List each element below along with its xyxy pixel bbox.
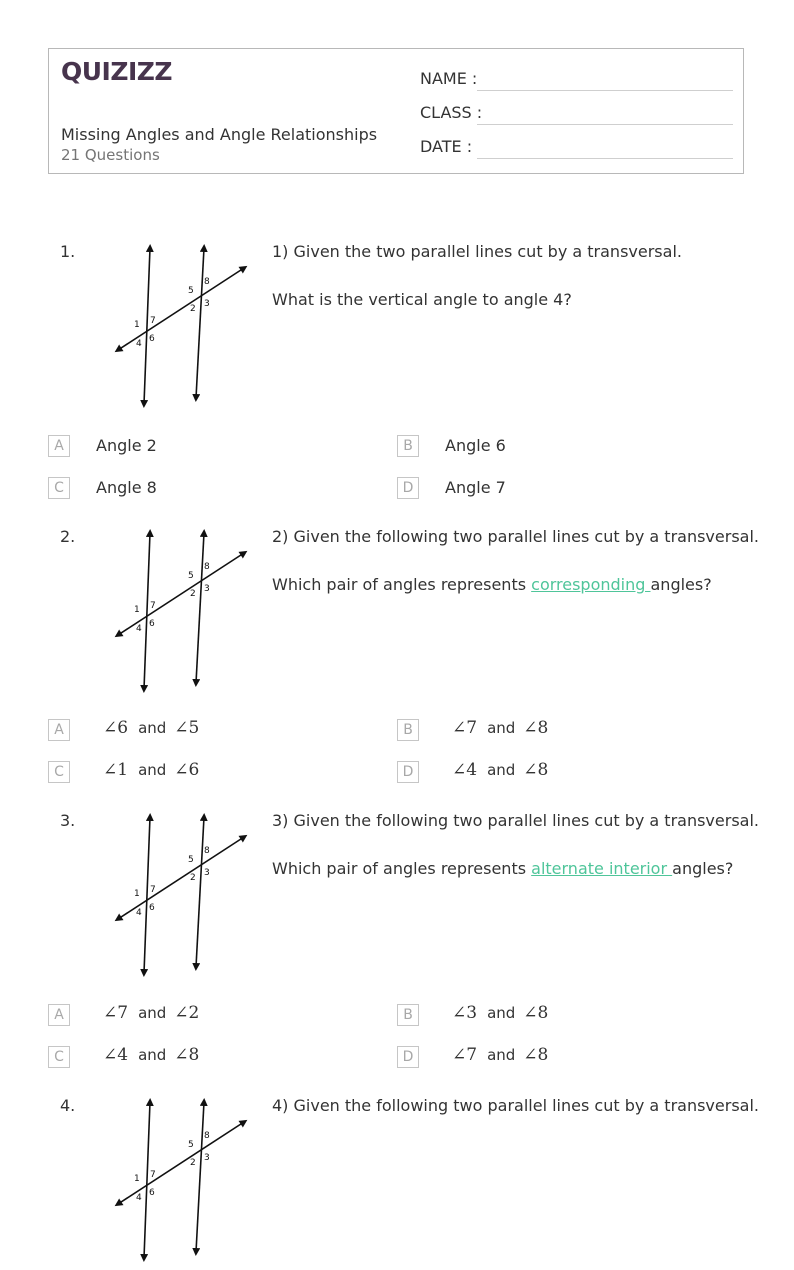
question-3-subtext-suffix: angles?: [672, 859, 734, 878]
angle-label-7: 7: [150, 885, 156, 895]
parallel-lines-figure: [110, 811, 250, 981]
parallel-line-right: [196, 248, 204, 398]
angle-label-4: 4: [136, 339, 142, 349]
question-3-subtext-prefix: Which pair of angles represents: [272, 859, 532, 878]
q2-option-c-angle-2: ∠6: [174, 760, 200, 780]
name-label: NAME :: [420, 69, 478, 88]
angle-label-8: 8: [204, 562, 210, 572]
question-2-figure: [110, 527, 250, 697]
angle-label-7: 7: [150, 316, 156, 326]
angle-label-3: 3: [204, 584, 210, 594]
q2-option-a-letter[interactable]: A: [48, 719, 70, 741]
q2-option-a-angle-1: ∠6: [103, 718, 129, 738]
q3-option-d-text[interactable]: [452, 1045, 548, 1065]
angle-label-6: 6: [149, 1188, 155, 1198]
q1-option-c-text[interactable]: Angle 8: [96, 478, 157, 497]
q2-option-d-letter[interactable]: D: [397, 761, 419, 783]
date-label: DATE :: [420, 137, 473, 156]
q3-option-a-angle-2: ∠2: [174, 1003, 200, 1023]
q2-option-b-text[interactable]: [452, 718, 548, 738]
angle-label-7: 7: [150, 1170, 156, 1180]
question-3-text: 3) Given the following two parallel lines cut by a transversal.: [272, 811, 759, 830]
angle-label-3: 3: [204, 299, 210, 309]
q1-option-b-letter[interactable]: B: [397, 435, 419, 457]
question-2-subtext-suffix: angles?: [650, 575, 712, 594]
q3-option-b-conj: and: [487, 1004, 516, 1022]
parallel-line-left: [144, 248, 150, 404]
question-1-subtext-prefix: What is the vertical angle to angle 4?: [272, 290, 572, 309]
angle-label-4: 4: [136, 908, 142, 918]
q2-option-d-text[interactable]: [452, 760, 548, 780]
q2-option-c-angle-1: ∠1: [103, 760, 129, 780]
angle-label-5: 5: [188, 571, 194, 581]
angle-label-3: 3: [204, 868, 210, 878]
transversal-line: [118, 268, 244, 350]
angle-label-8: 8: [204, 846, 210, 856]
angle-label-1: 1: [134, 605, 140, 615]
q3-option-d-angle-1: ∠7: [452, 1045, 478, 1065]
parallel-line-right: [196, 817, 204, 967]
parallel-lines-figure: [110, 527, 250, 697]
angle-label-2: 2: [190, 873, 196, 883]
angle-label-8: 8: [204, 277, 210, 287]
angle-label-6: 6: [149, 903, 155, 913]
parallel-lines-figure: [110, 242, 250, 412]
question-2-number: 2.: [60, 527, 76, 546]
q1-option-a-text[interactable]: Angle 2: [96, 436, 157, 455]
q3-option-b-angle-1: ∠3: [452, 1003, 478, 1023]
q2-option-c-conj: and: [138, 761, 167, 779]
q3-option-c-letter[interactable]: C: [48, 1046, 70, 1068]
angle-label-1: 1: [134, 320, 140, 330]
angle-label-7: 7: [150, 601, 156, 611]
q3-option-b-text[interactable]: [452, 1003, 548, 1023]
q1-option-c-letter[interactable]: C: [48, 477, 70, 499]
q3-option-b-angle-2: ∠8: [523, 1003, 549, 1023]
q3-option-a-letter[interactable]: A: [48, 1004, 70, 1026]
question-4-number: 4.: [60, 1096, 76, 1115]
q3-option-a-conj: and: [138, 1004, 167, 1022]
q3-option-a-angle-1: ∠7: [103, 1003, 129, 1023]
angle-label-5: 5: [188, 855, 194, 865]
question-3-figure: [110, 811, 250, 981]
q3-option-d-letter[interactable]: D: [397, 1046, 419, 1068]
q3-option-b-letter[interactable]: B: [397, 1004, 419, 1026]
q2-option-b-conj: and: [487, 719, 516, 737]
q2-option-b-letter[interactable]: B: [397, 719, 419, 741]
question-1-figure: [110, 242, 250, 412]
worksheet-header: [48, 48, 744, 174]
q1-option-a-letter[interactable]: A: [48, 435, 70, 457]
angle-label-8: 8: [204, 1131, 210, 1141]
question-4-figure: [110, 1096, 250, 1203]
class-label: CLASS :: [420, 103, 483, 122]
transversal-line: [118, 837, 244, 919]
angle-label-4: 4: [136, 624, 142, 634]
transversal-line: [118, 1122, 244, 1204]
q2-option-a-conj: and: [138, 719, 167, 737]
angle-label-2: 2: [190, 1158, 196, 1168]
q3-option-c-angle-2: ∠8: [174, 1045, 200, 1065]
parallel-line-right: [196, 1102, 204, 1252]
transversal-line: [118, 553, 244, 635]
alternate-interior-link[interactable]: alternate interior: [531, 859, 673, 878]
q2-option-a-text[interactable]: [103, 718, 199, 738]
question-3-subtext: [272, 859, 733, 878]
angle-label-2: 2: [190, 589, 196, 599]
parallel-line-left: [144, 533, 150, 689]
class-line[interactable]: [477, 124, 733, 125]
q2-option-a-angle-2: ∠5: [174, 718, 200, 738]
angle-label-4: 4: [136, 1193, 142, 1203]
q3-option-c-conj: and: [138, 1046, 167, 1064]
angle-label-6: 6: [149, 334, 155, 344]
q1-option-d-text[interactable]: Angle 7: [445, 478, 506, 497]
angle-label-5: 5: [188, 286, 194, 296]
worksheet-title: Missing Angles and Angle Relationships: [61, 125, 378, 144]
q3-option-d-angle-2: ∠8: [523, 1045, 549, 1065]
angle-label-1: 1: [134, 889, 140, 899]
angle-label-5: 5: [188, 1140, 194, 1150]
q2-option-b-angle-1: ∠7: [452, 718, 478, 738]
angle-label-2: 2: [190, 304, 196, 314]
angle-label-6: 6: [149, 619, 155, 629]
corresponding-link[interactable]: corresponding: [531, 575, 651, 594]
q3-option-d-conj: and: [487, 1046, 516, 1064]
question-1-text: 1) Given the two parallel lines cut by a transversal.: [272, 242, 682, 261]
question-1-number: 1.: [60, 242, 76, 261]
q2-option-d-angle-1: ∠4: [452, 760, 478, 780]
date-line[interactable]: [477, 158, 733, 159]
question-2-subtext: [272, 575, 712, 594]
quizizz-logo: QUIZIZZ: [61, 57, 173, 86]
q3-option-a-text[interactable]: [103, 1003, 199, 1023]
q3-option-c-angle-1: ∠4: [103, 1045, 129, 1065]
parallel-lines-figure: [110, 1096, 250, 1266]
q1-option-d-letter[interactable]: D: [397, 477, 419, 499]
question-2-text: 2) Given the following two parallel lines cut by a transversal.: [272, 527, 759, 546]
question-count: 21 Questions: [61, 146, 160, 164]
q2-option-d-conj: and: [487, 761, 516, 779]
q1-option-b-text[interactable]: Angle 6: [445, 436, 506, 455]
parallel-line-left: [144, 817, 150, 973]
name-line[interactable]: [477, 90, 733, 91]
q2-option-b-angle-2: ∠8: [523, 718, 549, 738]
q2-option-d-angle-2: ∠8: [523, 760, 549, 780]
q2-option-c-letter[interactable]: C: [48, 761, 70, 783]
question-2-subtext-prefix: Which pair of angles represents: [272, 575, 532, 594]
parallel-line-left: [144, 1102, 150, 1258]
q3-option-c-text[interactable]: [103, 1045, 199, 1065]
q2-option-c-text[interactable]: [103, 760, 199, 780]
parallel-line-right: [196, 533, 204, 683]
angle-label-3: 3: [204, 1153, 210, 1163]
question-1-subtext: [272, 290, 572, 309]
question-3-number: 3.: [60, 811, 76, 830]
angle-label-1: 1: [134, 1174, 140, 1184]
question-4-text: 4) Given the following two parallel lines cut by a transversal.: [272, 1096, 759, 1115]
